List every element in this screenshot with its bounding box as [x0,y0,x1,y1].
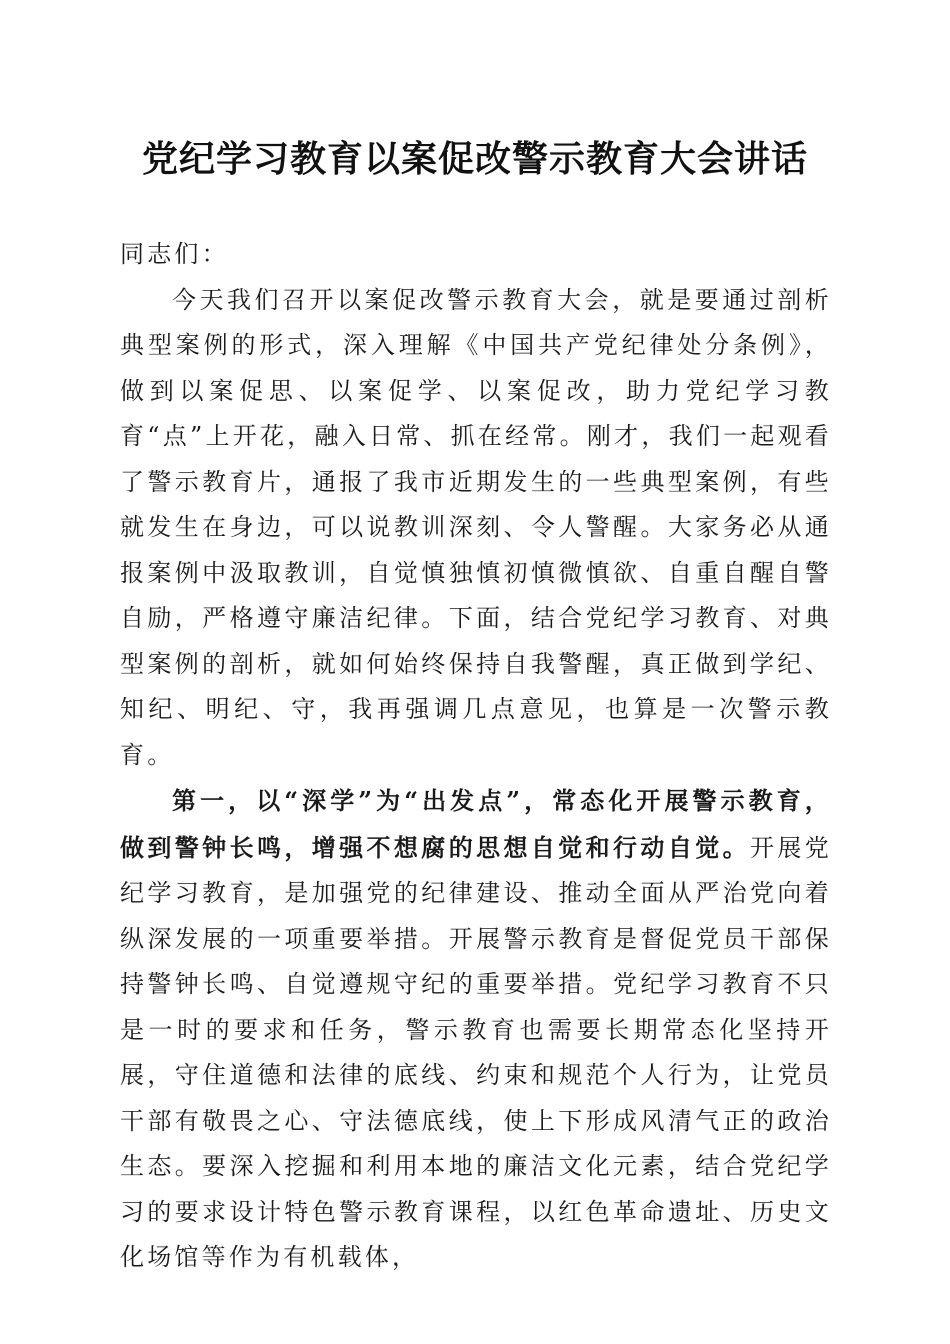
paragraph-2 [120,778,832,1281]
document-title: 党纪学习教育以案促改警示教育大会讲话 [141,138,808,180]
document-body [120,232,832,1281]
paragraph-2-heading: 第一，以“深学”为“出发点”，常态化开展警示教育，做到警钟长鸣，增强不想腐的思想自觉和行动自觉。 [120,786,832,862]
paragraph-2-body: 开展党纪学习教育，是加强党的纪律建设、推动全面从严治党向着纵深发展的一项重要举措。开展警示教育是督促党员干部保持警钟长鸣、自觉遵规守纪的重要举措。党纪学习教育不只是一时的要求和任务，警示教育也需要长期常态化坚持开展，守住道德和法律的底线、约束和规范个人行为，让党员干部有敬畏之心、守法德底线，使上下形成风清气正的政治生态。要深入挖掘和利用本地的廉洁文化元素，结合党纪学习的要求设计特色警示教育课程，以红色革命遗址、历史文化场馆等作为有机载体， [120,833,832,1271]
salutation: 同志们： [120,240,229,268]
paragraph-1: 今天我们召开以案促改警示教育大会，就是要通过剖析典型案例的形式，深入理解《中国共产党纪律处分条例》，做到以案促思、以案促学、以案促改，助力党纪学习教育“点”上开花，融入日常、抓在经常。刚才，我们一起观看了警示教育片，通报了我市近期发生的一些典型案例，有些就发生在身边，可以说教训深刻、令人警醒。大家务必从通报案例中汲取教训，自觉慎独慎初慎微慎欲、自重自醒自警自励，严格遵守廉洁纪律。下面，结合党纪学习教育、对典型案例的剖析，就如何始终保持自我警醒，真正做到学纪、知纪、明纪、守，我再强调几点意见，也算是一次警示教育。 [120,285,832,769]
